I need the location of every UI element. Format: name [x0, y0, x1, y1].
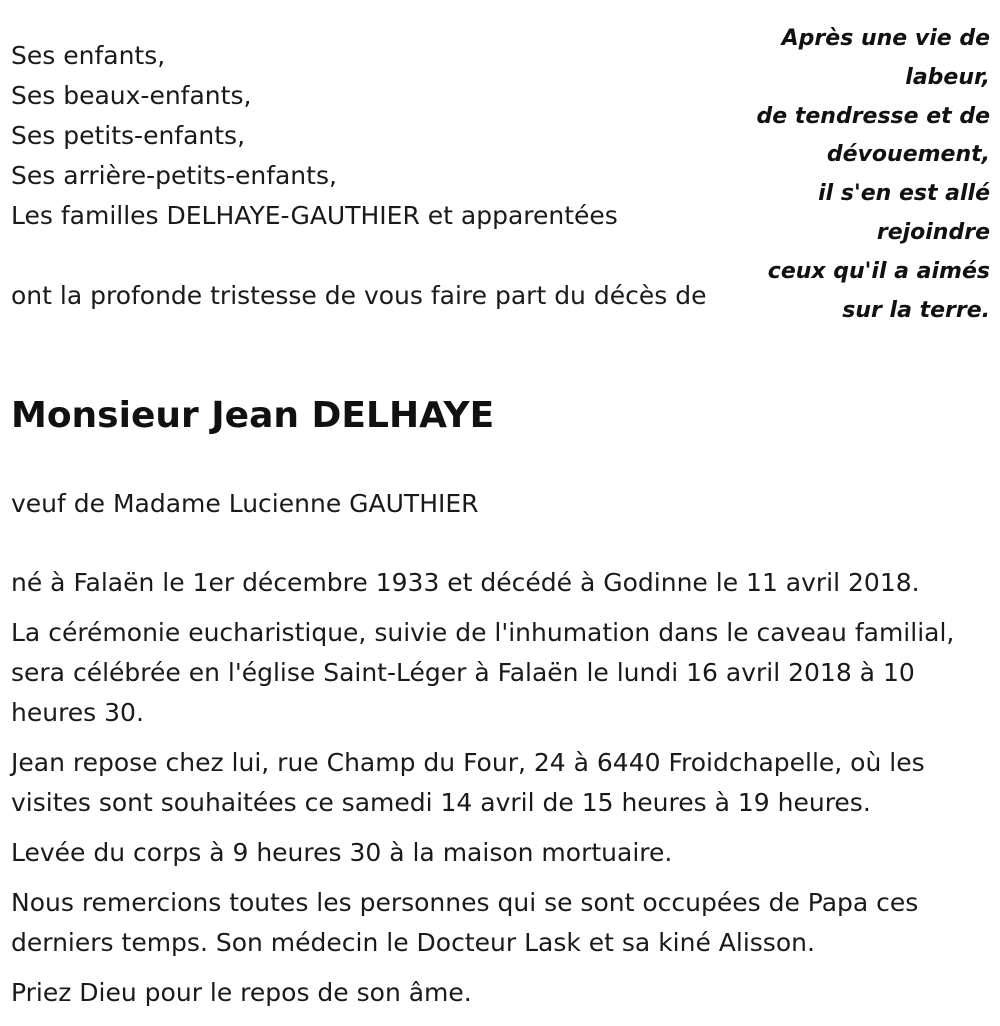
quote-line: labeur,	[905, 64, 990, 90]
quote-line: de tendresse et de	[756, 103, 990, 129]
quote-line: sur la terre.	[842, 297, 990, 323]
prayer-paragraph: Priez Dieu pour le repos de son âme.	[11, 978, 472, 1007]
quote-line: il s'en est allé	[818, 181, 990, 207]
obituary-body	[11, 563, 991, 1023]
visitation-paragraph: Jean repose chez lui, rue Champ du Four, 24 à 6440 Froidchapelle, où les visites sont souhaitées ce samedi 14 avril de 15 heures à 19 heures.	[11, 748, 925, 817]
ceremony-paragraph: La cérémonie eucharistique, suivie de l'inhumation dans le caveau familial, sera célébrée en l'église Saint-Léger à Falaën le lundi 16 avril 2018 à 10 heures 30.	[11, 618, 955, 727]
family-line-children-in-law: Ses beaux-enfants,	[11, 81, 252, 110]
body-removal-paragraph: Levée du corps à 9 heures 30 à la maison mortuaire.	[11, 838, 673, 867]
thanks-paragraph: Nous remercions toutes les personnes qui se sont occupées de Papa ces derniers temps. Son médecin le Docteur Lask et sa kiné Alisson.	[11, 888, 919, 957]
quote-line: rejoindre	[876, 219, 990, 245]
deceased-name: Monsieur Jean DELHAYE	[11, 395, 495, 436]
family-line-families: Les familles DELHAYE-GAUTHIER et apparentées	[11, 201, 618, 230]
family-line-children: Ses enfants,	[11, 41, 166, 70]
widow-of-text: veuf de Madame Lucienne GAUTHIER	[11, 489, 479, 518]
announcement-text: ont la profonde tristesse de vous faire part du décès de	[11, 281, 707, 310]
family-line-great-grandchildren: Ses arrière-petits-enfants,	[11, 161, 337, 190]
quote-line: ceux qu'il a aimés	[767, 258, 990, 284]
family-line-grandchildren: Ses petits-enfants,	[11, 121, 246, 150]
quote-line: dévouement,	[826, 142, 990, 168]
quote-line: Après une vie de	[781, 26, 990, 51]
family-list	[11, 36, 731, 236]
birth-death-paragraph: né à Falaën le 1er décembre 1933 et décédé à Godinne le 11 avril 2018.	[11, 568, 920, 597]
epitaph-quote	[730, 20, 990, 330]
